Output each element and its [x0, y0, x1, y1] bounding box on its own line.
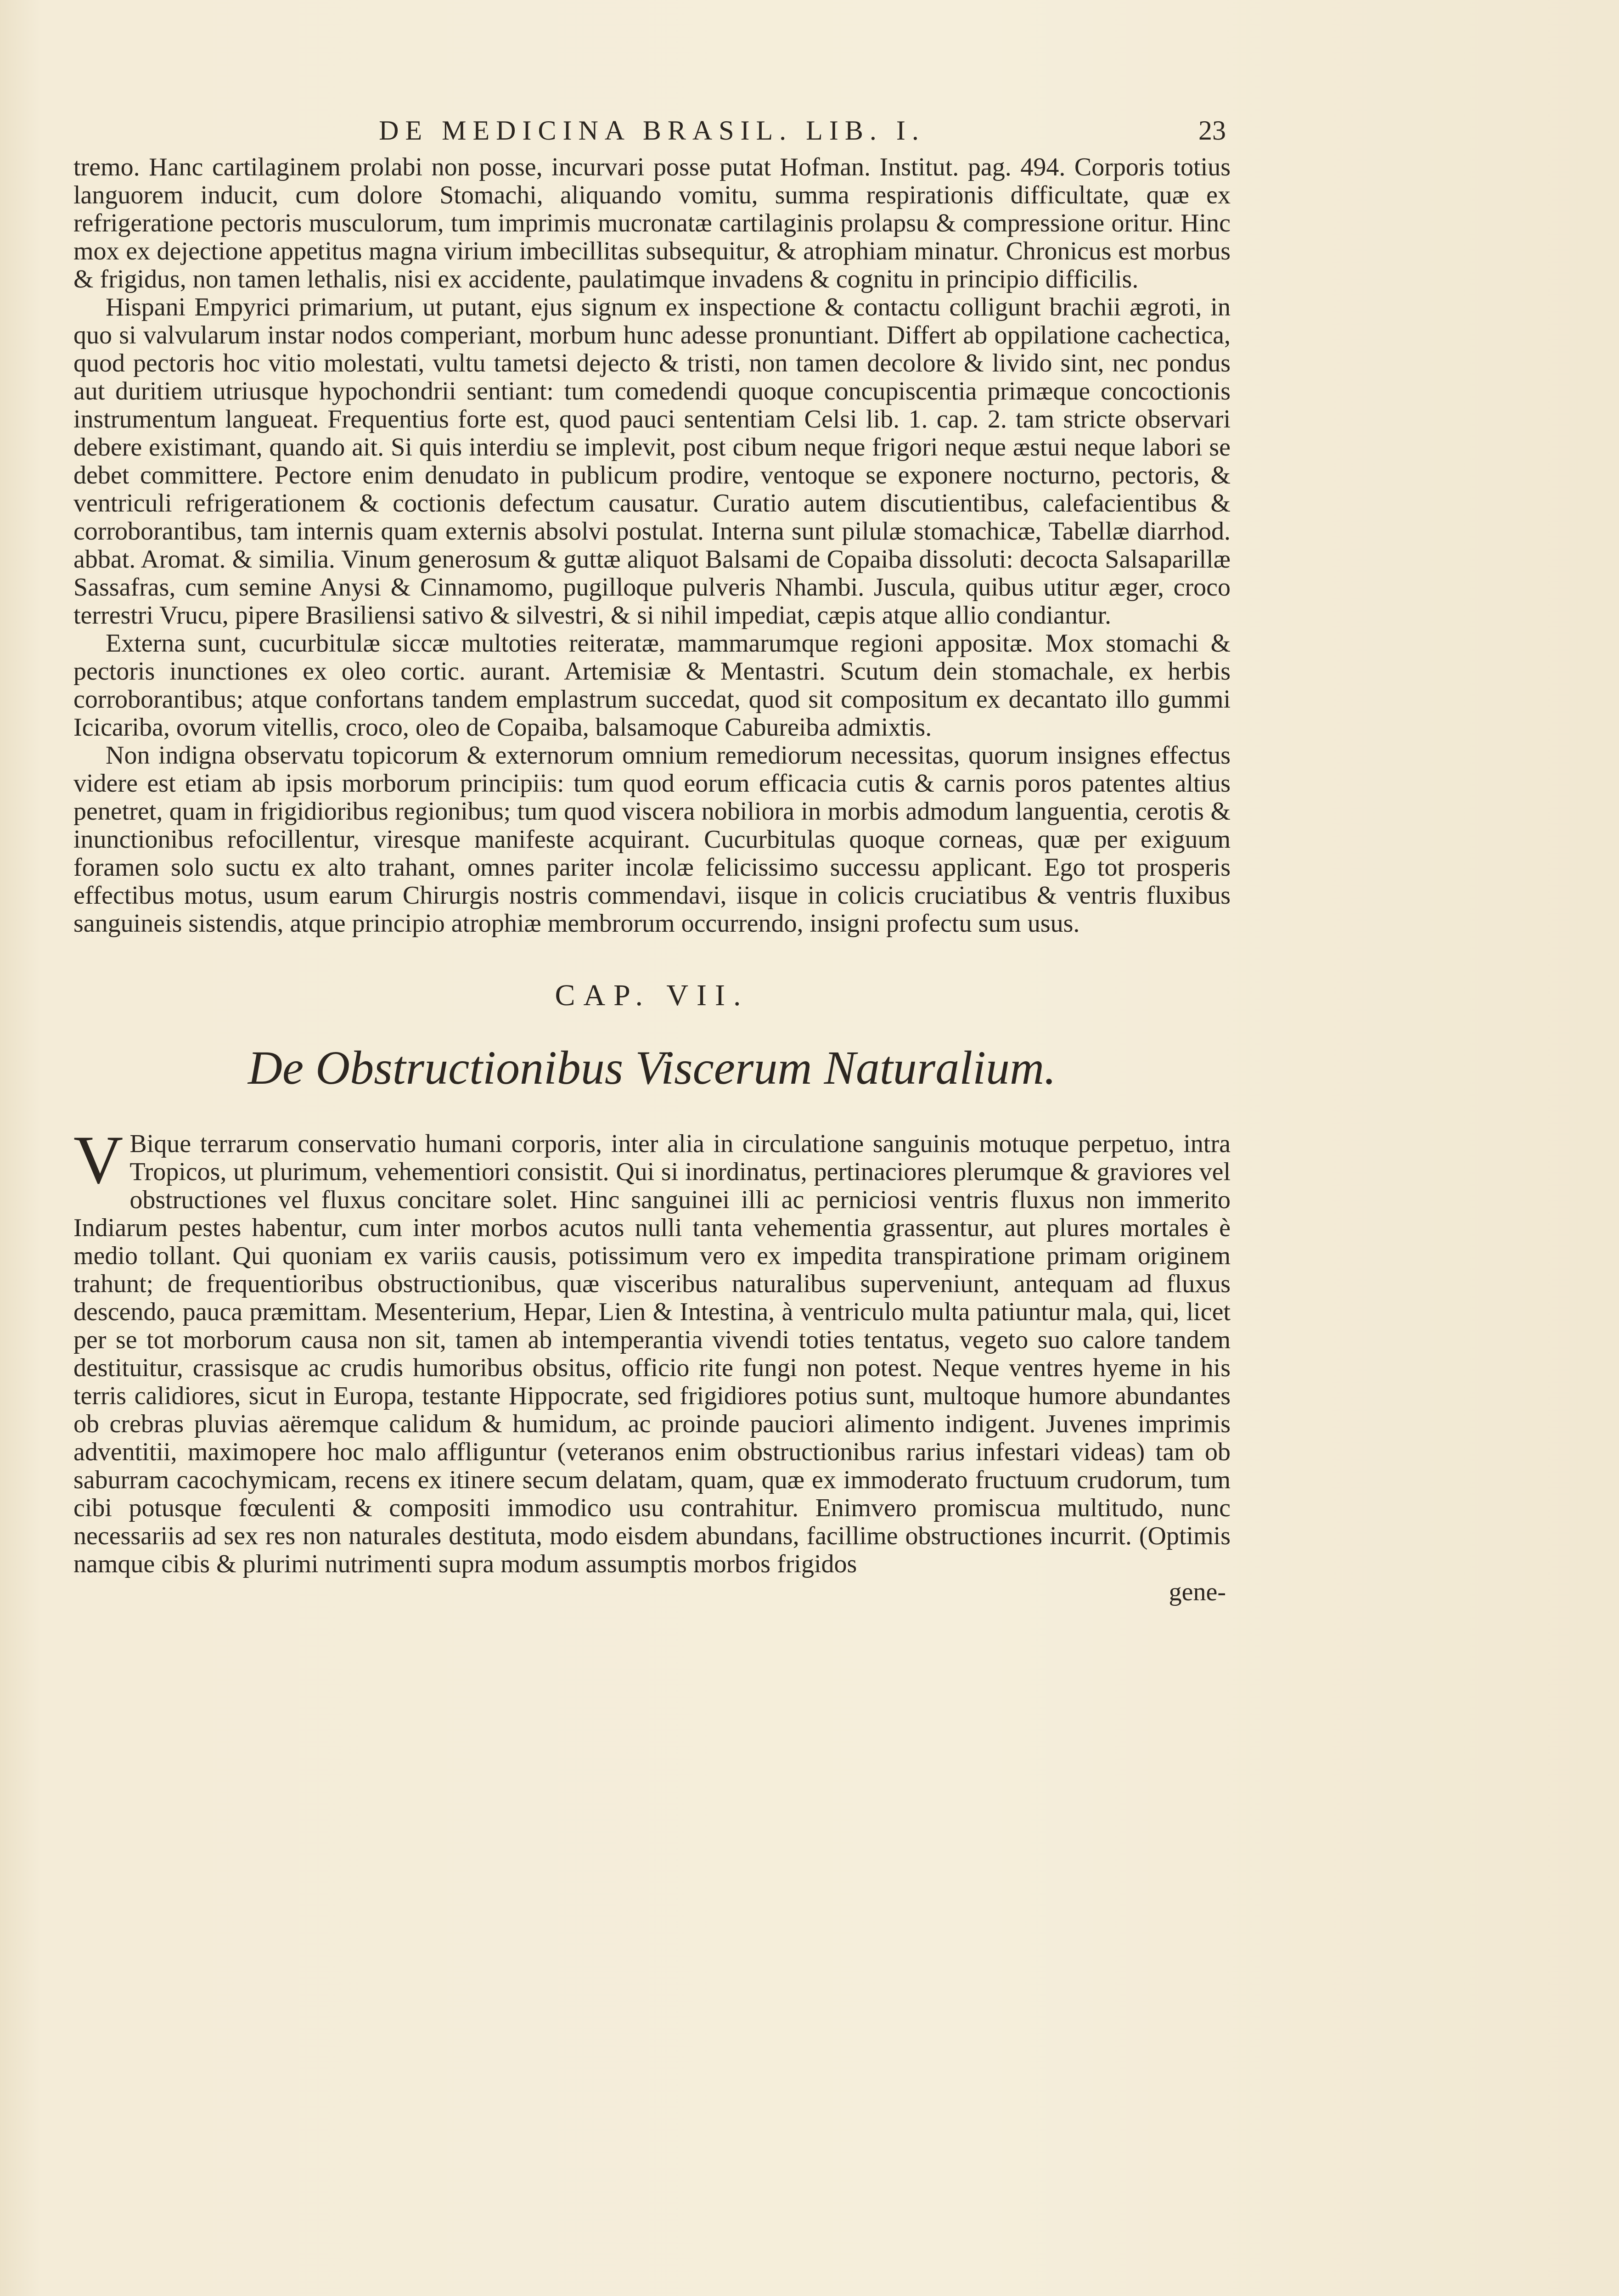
chapter-title: De Obstructionibus Viscerum Naturalium.: [247, 1041, 1057, 1094]
page-number: 23: [1198, 115, 1226, 146]
chapter-label: CAP. VII.: [555, 979, 749, 1012]
chapter-opening-paragraph: [73, 1122, 1231, 1578]
paragraph-text: Bique terrarum conservatio humani corporis, inter alia in circulatione sanguinis motuque perpetuo, intra Tropicos, ut plurimum, vehementiori consistit. Qui si inordinatus, pertinaciores plerumque & graviores vel obstructiones vel fluxus concitare solet. Hinc sanguinei illi ac perniciosi ventris fluxus non immerito Indiarum pestes habentur, cum inter morbos acutos nulli tanta vehementia grassentur, aut plures mortales è medio tollant. Qui quoniam ex variis causis, potissimum vero ex impedita transpiratione primam originem trahunt; de frequentioribus obstructionibus, quæ visceribus naturalibus superveniunt, antequam ad fluxus descendo, pauca præmittam. Mesenterium, Hepar, Lien & Intestina, à ventriculo multa patiuntur mala, qui, licet per se tot morborum causa non sit, tamen ab intemperantia vivendi toties tentatus, vegeto suo calore tandem destituitur, crassisque ac crudis humoribus obsitus, officio rite fungi non potest. Neque ventres hyeme in his terris calidiores, sicut in Europa, testante Hippocrate, sed frigidiores potius sunt, multoque humore abundantes ob crebras pluvias aëremque calidum & humidum, ac proinde pauciori alimento indigent. Juvenes imprimis adventitii, maximopere hoc malo affliguntur (veteranos enim obstructionibus rarius infestari videas) tam ob saburram cacochymicam, recens ex itinere secum delatam, quam, quæ ex immoderato fructuum crudorum, tum cibi potusque fœculenti & compositi immodico usu contrahitur. Enimvero promiscua multitudo, nunc necessariis ad sex res non naturales destituta, modo eisdem abundans, facillime obstructiones incurrit. (Optimis namque cibis & plurimi nutrimenti supra modum assumptis morbos frigidos: [73, 1130, 1231, 1578]
text-block-top: [73, 153, 1231, 938]
paragraph: Externa sunt, cucurbitulæ siccæ multoties reiteratæ, mammarumque regioni appositæ. Mox stomachi & pectoris inunctiones ex oleo cortic. aurant. Artemisiæ & Mentastri. Scutum dein stomachale, ex herbis corroborantibus; atque confortans tandem emplastrum succedat, quod sit compositum ex decantato illo gummi Icicariba, ovorum vitellis, croco, oleo de Copaiba, balsamoque Cabureiba admixtis.: [73, 629, 1231, 742]
paragraph: Non indigna observatu topicorum & externorum omnium remediorum necessitas, quorum insignes effectus videre est etiam ab ipsis morborum principiis: tum quod eorum efficacia cutis & carnis poros patentes altius penetret, quam in frigidioribus regionibus; tum quod viscera nobiliora in morbis admodum languentia, cerotis & inunctionibus refocillentur, viresque manifeste acquirant. Cucurbitulas quoque corneas, quæ per exiguum foramen solo suctu ex alto trahant, omnes pariter incolæ felicissimo successu applicant. Ego tot prosperis effectibus motus, usum earum Chirurgis nostris commendavi, iisque in colicis cruciatibus & ventris fluxibus sanguineis sistendis, atque principio atrophiæ membrorum occurrendo, insigni profectu sum usus.: [73, 741, 1231, 938]
drop-cap-initial: V: [73, 1122, 124, 1198]
paragraph: Hispani Empyrici primarium, ut putant, ejus signum ex inspectione & contactu colligunt brachii ægroti, in quo si valvularum instar nodos comperiant, morbum hunc adesse pronuntiant. Differt ab oppilatione cachectica, quod pectoris hoc vitio molestati, vultu tametsi dejecto & tristi, non tamen decolore & livido sint, nec pondus aut duritiem utriusque hypochondrii sentiant: tum comedendi quoque concupiscentia primæque concoctionis instrumentum langueat. Frequentius forte est, quod pauci sententiam Celsi lib. 1. cap. 2. tam stricte observari debere existimant, quando ait. Si quis interdiu se implevit, post cibum neque frigori neque æstui neque labori se debet committere. Pectore enim denudato in publicum prodire, ventoque se exponere nocturno, pectoris, & ventriculi refrigerationem & coctionis defectum causatur. Curatio autem discutientibus, calefacientibus & corroborantibus, tam internis quam externis absolvi postulat. Interna sunt pilulæ stomachicæ, Tabellæ diarrhod. abbat. Aromat. & similia. Vinum generosum & guttæ aliquot Balsami de Copaiba dissoluti: decocta Salsaparillæ Sassafras, cum semine Anysi & Cinnamomo, pugilloque pulveris Nhambi. Juscula, quibus utitur æger, croco terrestri Vrucu, pipere Brasiliensi sativo & silvestri, & si nihil impediat, cæpis atque allio condiantur.: [73, 293, 1231, 630]
page-content: [73, 115, 1231, 1606]
catchword: gene-: [1169, 1578, 1226, 1606]
running-title: DE MEDICINA BRASIL. LIB. I.: [379, 115, 925, 146]
running-head: [73, 115, 1231, 153]
paragraph: tremo. Hanc cartilaginem prolabi non posse, incurvari posse putat Hofman. Institut. pag. 494. Corporis totius languorem inducit, cum dolore Stomachi, aliquando vomitu, summa respirationis difficultate, quæ ex refrigeratione pectoris musculorum, tum imprimis mucronatæ cartilaginis prolapsu & compressione oritur. Hinc mox ex dejectione appetitus magna virium imbecillitas subsequitur, & atrophiam minatur. Chronicus est morbus & frigidus, non tamen lethalis, nisi ex accidente, paulatimque invadens & cognitu in principio difficilis.: [73, 153, 1231, 293]
